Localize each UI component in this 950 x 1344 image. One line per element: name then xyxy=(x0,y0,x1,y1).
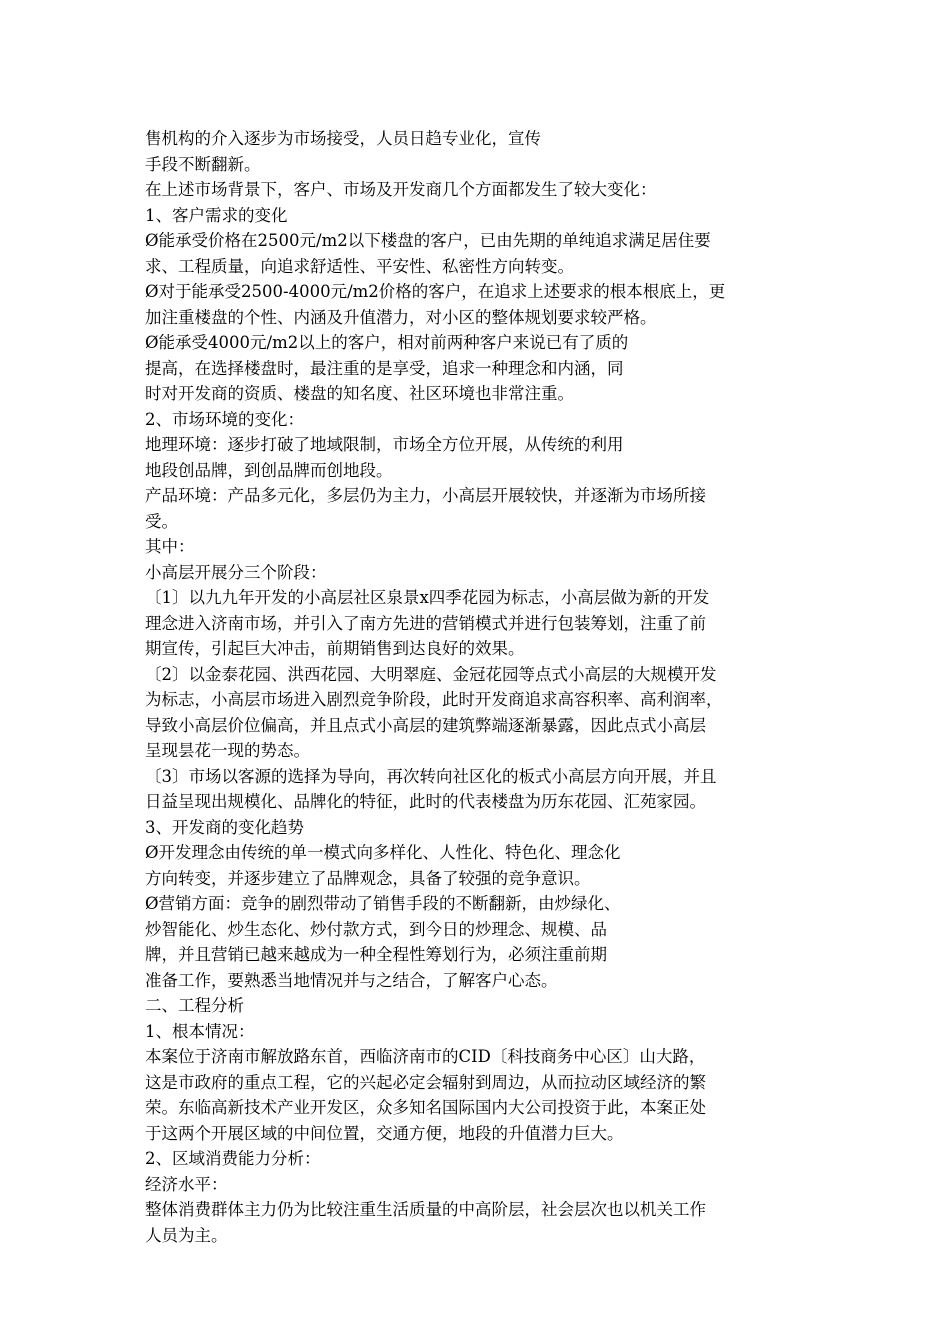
section-heading: 2、市场环境的变化： xyxy=(145,409,304,429)
text-line: 其中： xyxy=(145,537,195,556)
text-line: 时对开发商的资质、楼盘的知名度、社区环境也非常注重。 xyxy=(145,384,574,403)
text-line: 地段创品牌，到创品牌而创地段。 xyxy=(145,460,393,480)
text-line: 人员为主。 xyxy=(145,1225,228,1245)
text-line: 本案位于济南市解放路东首，西临济南市的CID〔科技商务中心区〕山大路， xyxy=(145,1047,706,1066)
text-line: 求、工程质量，向追求舒适性、平安性、私密性方向转变。 xyxy=(145,256,574,276)
text-line: 这是市政府的重点工程，它的兴起必定会辐射到周边，从而拉动区域经济的繁 xyxy=(145,1072,706,1092)
section-heading: 2、区域消费能力分析： xyxy=(145,1149,321,1168)
text-line: 在上述市场背景下，客户、市场及开发商几个方面都发生了较大变化： xyxy=(145,180,657,199)
text-line: Ø营销方面：竞争的剧烈带动了销售手段的不断翻新，由炒绿化、 xyxy=(145,894,621,913)
text-line: Ø对于能承受2500-4000元/m2价格的客户，在追求上述要求的根本根底上，更 xyxy=(145,282,726,301)
text-line: Ø能承受价格在2500元/m2以下楼盘的客户，已由先期的单纯追求满足居住要 xyxy=(145,231,711,250)
text-line: 期宣传，引起巨大冲击，前期销售到达良好的效果。 xyxy=(145,639,525,658)
text-line: 经济水平： xyxy=(145,1174,228,1194)
text-line: 荣。东临高新技术产业开发区，众多知名国际国内大公司投资于此，本案正处 xyxy=(145,1098,706,1117)
text-line: 牌，并且营销已越来越成为一种全程性筹划行为，必须注重前期 xyxy=(145,945,607,964)
text-line: 整体消费群体主力仍为比较注重生活质量的中高阶层，社会层次也以机关工作 xyxy=(145,1200,706,1219)
text-line: 售机构的介入逐步为市场接受，人员日趋专业化，宣传 xyxy=(145,129,541,148)
section-heading: 1、客户需求的变化 xyxy=(145,205,288,225)
section-heading: 3、开发商的变化趋势 xyxy=(145,817,304,837)
text-line: Ø开发理念由传统的单一模式向多样化、人性化、特色化、理念化 xyxy=(145,843,621,862)
text-line: 提高，在选择楼盘时，最注重的是享受，追求一种理念和内涵，同 xyxy=(145,358,624,378)
text-line: 小高层开展分三个阶段： xyxy=(145,562,327,582)
text-line: 导致小高层价位偏高，并且点式小高层的建筑弊端逐渐暴露，因此点式小高层 xyxy=(145,715,706,735)
text-line: Ø能承受4000元/m2以上的客户，相对前两种客户来说已有了质的 xyxy=(145,333,629,352)
section-heading: 1、根本情况： xyxy=(145,1021,255,1041)
text-line: 加注重楼盘的个性、内涵及升值潜力，对小区的整体规划要求较严格。 xyxy=(145,307,657,327)
text-line: 为标志，小高层市场进入剧烈竞争阶段，此时开发商追求高容积率、高利润率， xyxy=(145,690,723,709)
text-line: 于这两个开展区域的中间位置，交通方便，地段的升值潜力巨大。 xyxy=(145,1123,624,1143)
text-line: 受。 xyxy=(145,511,178,531)
text-line: 产品环境：产品多元化，多层仍为主力，小高层开展较快，并逐渐为市场所接 xyxy=(145,486,706,505)
section-heading: 二、工程分析 xyxy=(145,996,244,1015)
text-line: 日益呈现出规模化、品牌化的特征，此时的代表楼盘为历东花园、汇苑家园。 xyxy=(145,792,706,811)
text-line: 手段不断翻新。 xyxy=(145,154,261,174)
text-line: 准备工作，要熟悉当地情况并与之结合，了解客户心态。 xyxy=(145,970,558,990)
text-line: 地理环境：逐步打破了地域限制，市场全方位开展，从传统的利用 xyxy=(145,435,624,454)
text-line: 〔1〕以九九年开发的小高层社区泉景x四季花园为标志，小高层做为新的开发 xyxy=(145,588,710,607)
text-line: 〔2〕以金泰花园、洪西花园、大明翠庭、金冠花园等点式小高层的大规模开发 xyxy=(145,664,717,684)
text-line: 理念进入济南市场，并引入了南方先进的营销模式并进行包装筹划，注重了前 xyxy=(145,613,706,633)
text-line: 呈现昙花一现的势态。 xyxy=(145,741,310,760)
document-body xyxy=(145,126,815,1248)
text-line: 〔3〕市场以客源的选择为导向，再次转向社区化的板式小高层方向开展，并且 xyxy=(145,766,717,786)
text-line: 方向转变，并逐步建立了品牌观念，具备了较强的竞争意识。 xyxy=(145,868,591,888)
text-line: 炒智能化、炒生态化、炒付款方式，到今日的炒理念、规模、品 xyxy=(145,919,607,939)
